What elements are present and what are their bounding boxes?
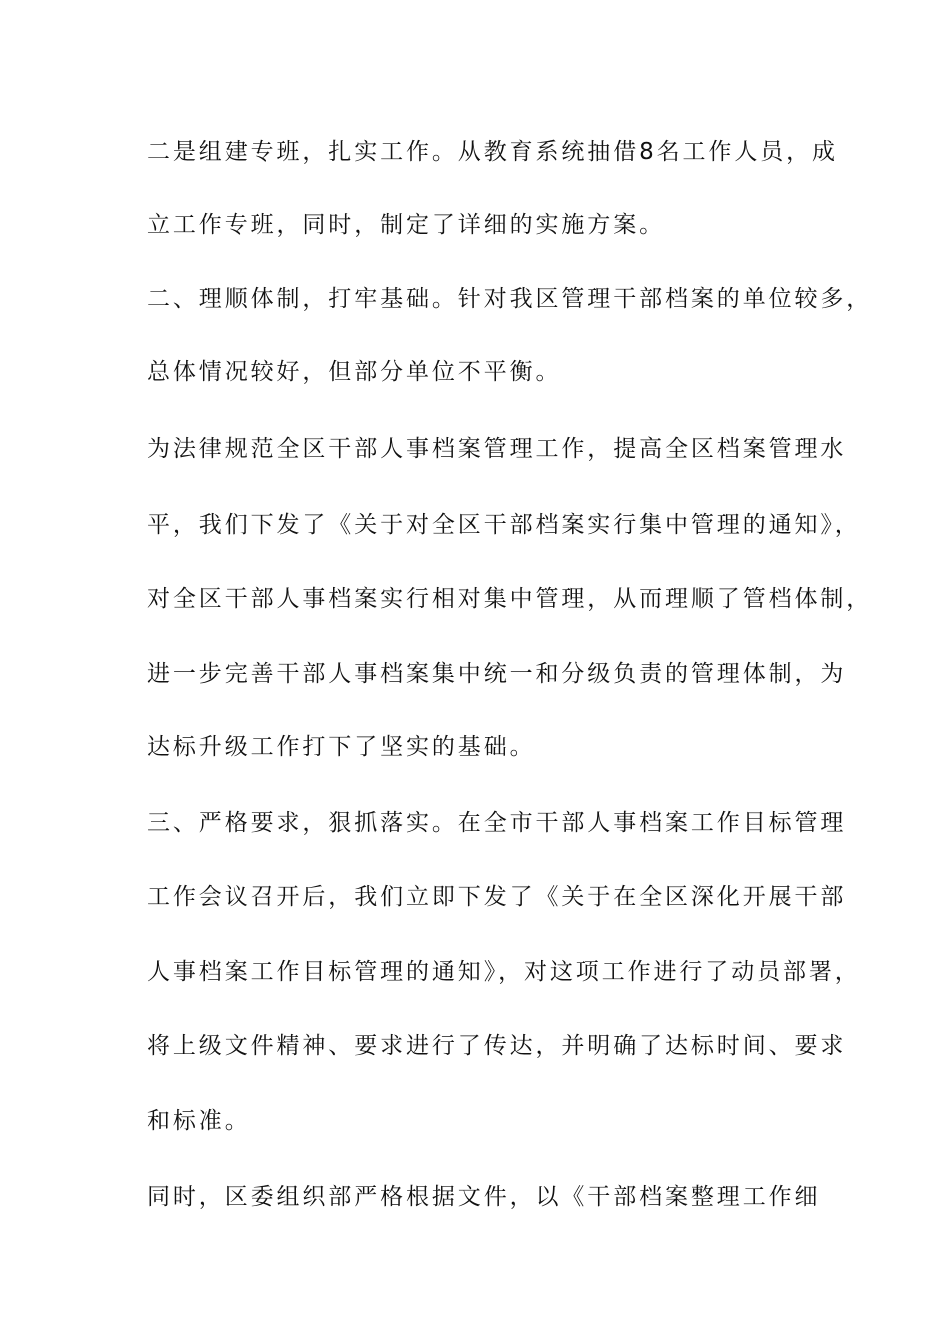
text-line: 二是组建专班，扎实工作。从教育系统抽借8名工作人员，成: [147, 139, 838, 165]
text-line: 对全区干部人事档案实行相对集中管理，从而理顺了管档体制，: [147, 586, 873, 612]
text-line: 二、理顺体制，打牢基础。针对我区管理干部档案的单位较多，: [147, 286, 873, 312]
text-line: 为法律规范全区干部人事档案管理工作，提高全区档案管理水: [147, 436, 847, 462]
text-line: 三、严格要求，狠抓落实。在全市干部人事档案工作目标管理: [147, 810, 847, 836]
text-line: 立工作专班，同时，制定了详细的实施方案。: [147, 212, 665, 238]
text-line: 达标升级工作打下了坚实的基础。: [147, 734, 536, 760]
text-line: 人事档案工作目标管理的通知》，对这项工作进行了动员部署，: [147, 959, 861, 985]
text-line: 和标准。: [147, 1108, 251, 1134]
text-line: 将上级文件精神、要求进行了传达，并明确了达标时间、要求: [147, 1033, 847, 1059]
text-line: 平，我们下发了《关于对全区干部档案实行集中管理的通知》，: [147, 512, 861, 538]
text-line: 进一步完善干部人事档案集中统一和分级负责的管理体制，为: [147, 661, 847, 687]
text-line: 工作会议召开后，我们立即下发了《关于在全区深化开展干部: [147, 884, 847, 910]
text-line: 同时，区委组织部严格根据文件，以《干部档案整理工作细: [147, 1184, 821, 1210]
text-line: 总体情况较好，但部分单位不平衡。: [147, 359, 562, 385]
